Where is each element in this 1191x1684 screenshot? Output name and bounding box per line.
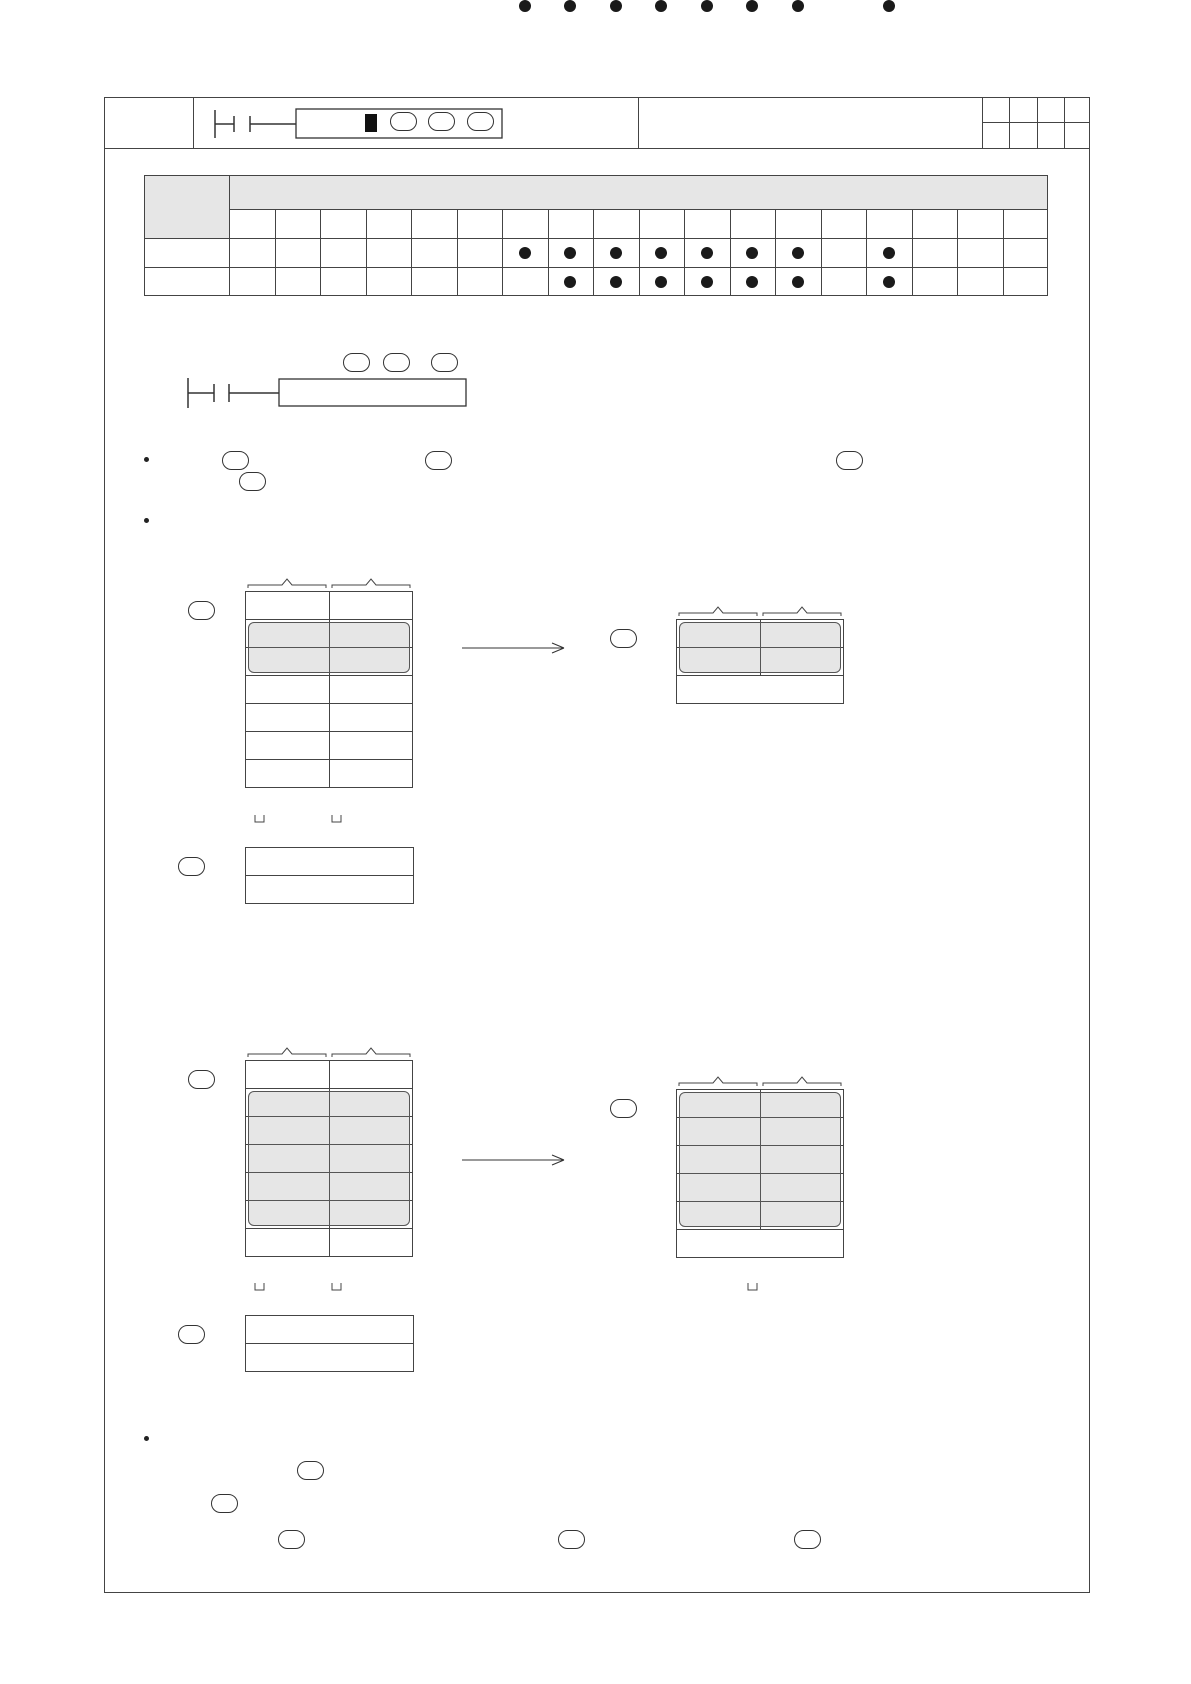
arrow-right-icon xyxy=(462,641,568,655)
device-cell-high xyxy=(245,591,330,620)
bit-marker-icon xyxy=(331,814,343,824)
bullet-2 xyxy=(144,518,149,523)
inline-operand-pill-9 xyxy=(794,1530,821,1549)
applicable-dot xyxy=(746,0,758,12)
applicable-dot xyxy=(746,247,758,259)
shade-col-line xyxy=(760,622,761,673)
operand-pill-s xyxy=(343,353,370,372)
operand-pill-source xyxy=(188,601,215,620)
shade-col-line xyxy=(329,1091,330,1226)
table-col-line xyxy=(457,209,458,296)
applicable-dot xyxy=(883,247,895,259)
applicable-dot xyxy=(564,247,576,259)
arrow-right-icon xyxy=(462,1153,568,1167)
table-col-line xyxy=(684,209,685,296)
applicable-dot xyxy=(564,276,576,288)
count-cell-1 xyxy=(245,1315,414,1344)
inline-operand-pill-1 xyxy=(222,451,249,470)
table-col-line xyxy=(912,209,913,296)
bit-marker-icon xyxy=(254,1282,266,1292)
applicable-dot xyxy=(655,276,667,288)
inline-operand-pill-5 xyxy=(297,1461,324,1480)
byte-brace-icon xyxy=(245,1045,417,1059)
applicable-dot xyxy=(610,0,622,12)
device-cell-high xyxy=(245,731,330,760)
header-separator-3 xyxy=(982,97,983,149)
device-cell-low xyxy=(329,591,413,620)
applicable-dot xyxy=(655,247,667,259)
count-cell-2 xyxy=(245,1343,414,1372)
table-col-line xyxy=(320,209,321,296)
applicable-dot xyxy=(519,0,531,12)
table-col-line xyxy=(730,209,731,296)
table-col-line xyxy=(821,209,822,296)
count-cell-2 xyxy=(245,875,414,904)
header-separator-6 xyxy=(1064,97,1065,149)
table-col-line xyxy=(593,209,594,296)
table-col-line xyxy=(639,209,640,296)
applicable-dot xyxy=(701,0,713,12)
header-instruction-symbol xyxy=(210,106,510,142)
operand-pill-n xyxy=(431,353,458,372)
table-col-line xyxy=(1003,209,1004,296)
count-cell-1 xyxy=(245,847,414,876)
table-col-line xyxy=(229,175,230,296)
applicable-dot xyxy=(610,276,622,288)
bit-marker-icon xyxy=(331,1282,343,1292)
operand-pill-destination xyxy=(610,1099,637,1118)
shade-col-line xyxy=(760,1092,761,1227)
device-cell-low xyxy=(329,1060,413,1089)
operand-pill-source xyxy=(188,1070,215,1089)
header-operand-pill-2 xyxy=(428,112,455,131)
inline-operand-pill-2 xyxy=(425,451,452,470)
header-corner-divider xyxy=(982,122,1090,123)
inline-operand-pill-3 xyxy=(836,451,863,470)
applicable-dot xyxy=(701,276,713,288)
shade-col-line xyxy=(329,622,330,673)
inline-operand-pill-4 xyxy=(239,472,266,491)
inline-operand-pill-7 xyxy=(278,1530,305,1549)
byte-brace-icon xyxy=(676,1074,848,1088)
table-col-line xyxy=(957,209,958,296)
device-cell-high xyxy=(245,1228,330,1257)
applicable-dot xyxy=(883,276,895,288)
table-col-line xyxy=(548,209,549,296)
device-cell-low xyxy=(329,731,413,760)
table-col-line xyxy=(275,209,276,296)
operand-pill-d xyxy=(383,353,410,372)
device-cell-low xyxy=(329,675,413,704)
applicable-dot xyxy=(564,0,576,12)
byte-brace-icon xyxy=(245,576,417,590)
byte-brace-icon xyxy=(676,604,848,618)
device-cell-high xyxy=(245,703,330,732)
bit-marker-icon xyxy=(747,1282,759,1292)
header-operand-pill-1 xyxy=(390,112,417,131)
device-cell-full xyxy=(676,675,844,704)
header-divider xyxy=(104,148,1090,149)
table-col-line xyxy=(866,209,867,296)
applicable-dot xyxy=(792,247,804,259)
header-separator-4 xyxy=(1009,97,1010,149)
header-separator-5 xyxy=(1037,97,1038,149)
device-cell-high xyxy=(245,675,330,704)
bit-marker-icon xyxy=(254,814,266,824)
applicable-dot xyxy=(610,247,622,259)
applicable-dot xyxy=(883,0,895,12)
device-cell-high xyxy=(245,759,330,788)
header-separator-2 xyxy=(638,97,639,149)
inline-operand-pill-8 xyxy=(558,1530,585,1549)
applicable-dot xyxy=(655,0,667,12)
ladder-instruction-diagram xyxy=(184,376,474,412)
applicable-dot xyxy=(792,276,804,288)
operand-pill-count xyxy=(178,857,205,876)
operand-pill-destination xyxy=(610,629,637,648)
table-col-line xyxy=(411,209,412,296)
device-cell-low xyxy=(329,1228,413,1257)
device-cell-high xyxy=(245,1060,330,1089)
header-separator-1 xyxy=(193,97,194,149)
device-cell-full xyxy=(676,1229,844,1258)
table-col-line xyxy=(366,209,367,296)
applicable-dot xyxy=(701,247,713,259)
table-col-line xyxy=(502,209,503,296)
inline-operand-pill-6 xyxy=(211,1494,238,1513)
device-cell-low xyxy=(329,703,413,732)
bullet-1 xyxy=(144,457,149,462)
device-cell-low xyxy=(329,759,413,788)
operand-pill-count xyxy=(178,1325,205,1344)
applicable-dot xyxy=(792,0,804,12)
applicable-dot xyxy=(746,276,758,288)
header-operand-pill-3 xyxy=(467,112,494,131)
bullet-3 xyxy=(144,1436,149,1441)
applicable-dot xyxy=(519,247,531,259)
table-col-line xyxy=(775,209,776,296)
